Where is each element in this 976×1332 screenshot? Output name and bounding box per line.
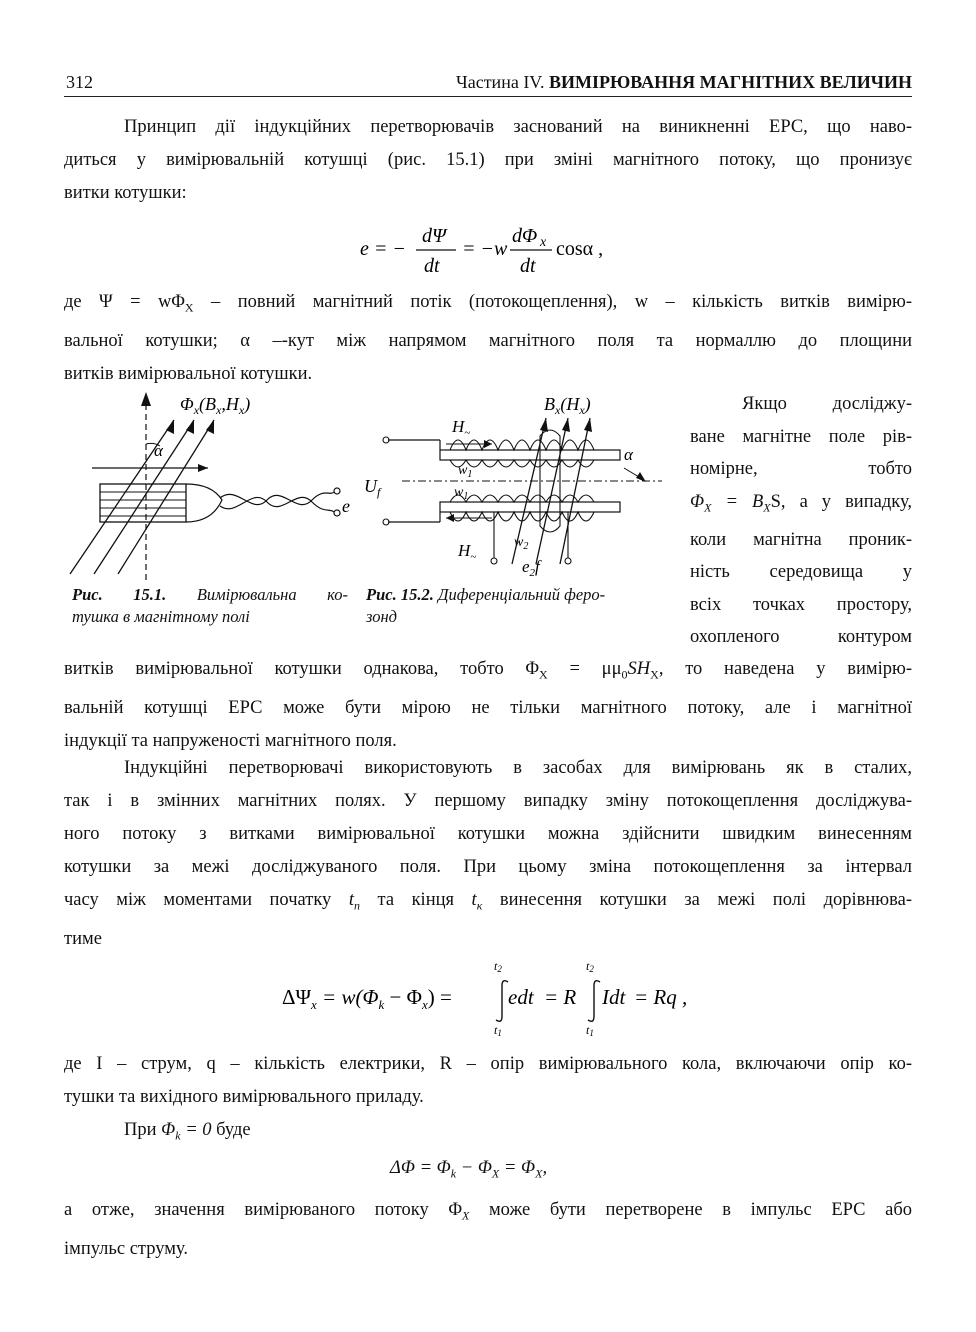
f2-integrand1: edt	[508, 985, 534, 1009]
text-span: а отже, значення вимірюваного потоку Φ	[64, 1200, 462, 1220]
text-line: вальної котушки; α –-кут між напрямом магнітного поля та нормаллю до площини	[64, 330, 912, 351]
figure-15-2	[362, 388, 682, 588]
text-span: SH	[627, 659, 651, 679]
text-span: = μμ	[547, 659, 622, 679]
text-span: Φ	[690, 491, 705, 512]
f2-int2-upper: t2	[586, 959, 594, 974]
text-line: Принцип дії індукційних перетворювачів заснований на виникненні ЕРС, що наво-	[124, 117, 912, 137]
text-span: t	[348, 890, 354, 910]
fig2-alpha: α	[624, 445, 633, 464]
paragraph-5	[64, 1048, 912, 1114]
formula-emf	[360, 222, 660, 284]
formula-num1: dΨ	[422, 225, 447, 247]
caption-line: зонд	[366, 607, 398, 626]
text-sub: X	[535, 1166, 543, 1181]
text-span: може бути перетворене в імпульс ЕРС або	[469, 1200, 913, 1220]
text-sub: X	[184, 300, 194, 315]
caption-text: Диференціальний феро-	[437, 585, 606, 604]
page-number: 312	[66, 72, 93, 92]
text-line	[64, 884, 912, 923]
paragraph-4	[64, 752, 912, 956]
formula-lhs: e = −	[360, 238, 406, 260]
fig2-h-top: $H_\sim$	[452, 417, 471, 439]
paragraph-6	[124, 1114, 524, 1153]
text-span: буде	[211, 1120, 251, 1140]
header-part-title: ВИМІРЮВАННЯ МАГНІТНИХ ВЕЛИЧИН	[549, 72, 912, 92]
f2-e: = R	[544, 985, 577, 1009]
formula-den1: dt	[424, 255, 440, 277]
f2-int1-upper: t2	[494, 959, 502, 974]
paragraph-1	[64, 111, 912, 210]
text-span: = 0	[180, 1120, 212, 1140]
text-span: t	[471, 890, 477, 910]
text-span: часу між моментами початку	[64, 890, 349, 910]
formula-num2: dΦ	[512, 225, 538, 247]
text-sub: 0	[621, 667, 628, 682]
paragraph-7	[64, 1194, 912, 1266]
caption-line	[366, 584, 666, 606]
f2-f: = Rq ,	[634, 985, 688, 1009]
text-line: диться у вимірювальній котушці (рис. 15.1) при зміні магнітного потоку, що пронизує	[64, 150, 912, 170]
text-sub: X	[461, 1208, 470, 1223]
text-span: та кінця	[359, 890, 472, 910]
fig2-caption	[366, 584, 666, 628]
text-sub: X	[650, 667, 659, 682]
fig2-w1p: $w_1$	[454, 485, 469, 502]
text-line: тушки та вихідного вимірювального приладу.	[64, 1087, 424, 1107]
text-sub: X	[491, 1166, 500, 1181]
side-paragraph	[690, 388, 912, 654]
f2-integrand2: Idt	[602, 985, 626, 1009]
text-line: ного потоку з витками вимірювальної котушки можна здійснити швидким винесенням	[64, 824, 912, 844]
text-span: витків вимірювальної котушки однакова, тобто Φ	[64, 659, 540, 679]
text-line: всіх точках простору,	[690, 594, 912, 615]
caption-text: Вимірювальна ко-	[196, 585, 348, 604]
text-span: , то наведена у вимірю-	[658, 659, 912, 679]
formula-mid: = −w	[462, 238, 508, 260]
text-line	[64, 286, 912, 325]
f2-int2-lower: t1	[586, 1023, 594, 1038]
f2-int1-lower: t1	[494, 1023, 502, 1038]
text-span: = Φ	[499, 1158, 536, 1178]
text-line: ність середовища у	[690, 562, 912, 583]
text-span: При	[124, 1120, 162, 1140]
text-span: Φ	[161, 1120, 176, 1140]
fig1-e-label: e	[342, 496, 350, 516]
formula-tail: cosα ,	[556, 238, 604, 260]
text-span: ,	[542, 1158, 548, 1178]
text-sub: k	[450, 1166, 457, 1181]
text-span: ΔΦ = Φ	[390, 1158, 451, 1178]
text-line	[124, 1114, 524, 1153]
text-line: тиме	[64, 928, 102, 949]
text-line: коли магнітна проник-	[690, 529, 912, 550]
text-line: індукції та напруженості магнітного поля.	[64, 730, 397, 751]
text-line: так і в змінних магнітних полях. У першому випадку зміну потокощеплення досліджува-	[64, 791, 912, 811]
text-line: ване магнітне поле рів-	[690, 426, 912, 447]
fig2-e2f: $e_2f$	[522, 557, 540, 579]
caption-line	[72, 584, 348, 606]
running-header	[64, 70, 912, 97]
text-line: витків вимірювальної котушки.	[64, 363, 313, 384]
text-line: номірне, тобто	[690, 459, 912, 479]
f2-a: $\Delta\Psi_x = w(\Phi_k - \Phi_x)$ =	[282, 985, 452, 1012]
formula-den2: dt	[520, 255, 536, 277]
header-part-label: Частина IV.	[456, 72, 545, 92]
text-line: витки котушки:	[64, 183, 187, 203]
fig2-h-bot: $H_\sim$	[458, 541, 477, 563]
text-line: котушки за межі досліджуваного поля. При цьому зміна потокощеплення за інтервал	[64, 857, 912, 877]
paragraph-2	[64, 286, 912, 391]
text-line	[690, 486, 912, 524]
text-span: S, а у випадку,	[770, 491, 912, 512]
paragraph-3	[64, 653, 912, 758]
fig1-alpha: α	[154, 441, 163, 460]
fig2-bx-label: $B_x(H_x)$	[544, 394, 591, 417]
text-line: охопленого контуром	[690, 627, 912, 648]
figure-15-1	[62, 388, 362, 588]
caption-number: Рис. 15.1.	[72, 585, 167, 604]
text-line: де I – струм, q – кількість електрики, R – опір вимірювального кола, включаючи опір ко-	[64, 1054, 912, 1074]
header-title	[456, 72, 912, 93]
text-span: − Φ	[456, 1158, 492, 1178]
fig2-w2p: $w_2$	[514, 535, 529, 552]
formula-delta-phi	[390, 1152, 690, 1191]
text-line: Якщо досліджу-	[742, 394, 912, 414]
fig1-flux-label: $\Phi_x(B_x,H_x)$	[180, 394, 251, 417]
text-sub: k	[175, 1128, 181, 1143]
caption-line: тушка в магнітному полі	[72, 607, 250, 626]
text-span: = B	[711, 491, 764, 512]
text-sub: к	[476, 898, 483, 913]
text-sub: п	[353, 898, 360, 913]
text-line	[64, 653, 912, 692]
text-span: де Ψ = wΦ	[64, 292, 185, 312]
fig2-w1: $w_1$	[458, 463, 473, 480]
text-span: винесення котушки за межі полі дорівнюва-	[482, 890, 912, 910]
text-sub: X	[704, 500, 712, 515]
text-line	[64, 1194, 912, 1233]
text-sub: X	[763, 500, 771, 515]
caption-number: Рис. 15.2.	[366, 585, 434, 604]
formula-line	[390, 1152, 690, 1191]
text-line: імпульс струму.	[64, 1238, 188, 1259]
text-line: Індукційні перетворювачі використовують в засобах для вимірювань як в сталих,	[124, 758, 912, 778]
fig2-u-label: $U_f$	[364, 476, 381, 499]
text-line: вальній котушці ЕРС може бути мірою не тільки магнітного потоку, але і магнітної	[64, 697, 912, 718]
text-sub: X	[539, 667, 548, 682]
formula-num2-sub: x	[540, 235, 547, 250]
formula-flux-change	[282, 958, 712, 1038]
fig1-caption	[72, 584, 348, 628]
text-span: – повний магнітний потік (потокощеплення), w – кількість витків вимірю-	[193, 292, 912, 312]
